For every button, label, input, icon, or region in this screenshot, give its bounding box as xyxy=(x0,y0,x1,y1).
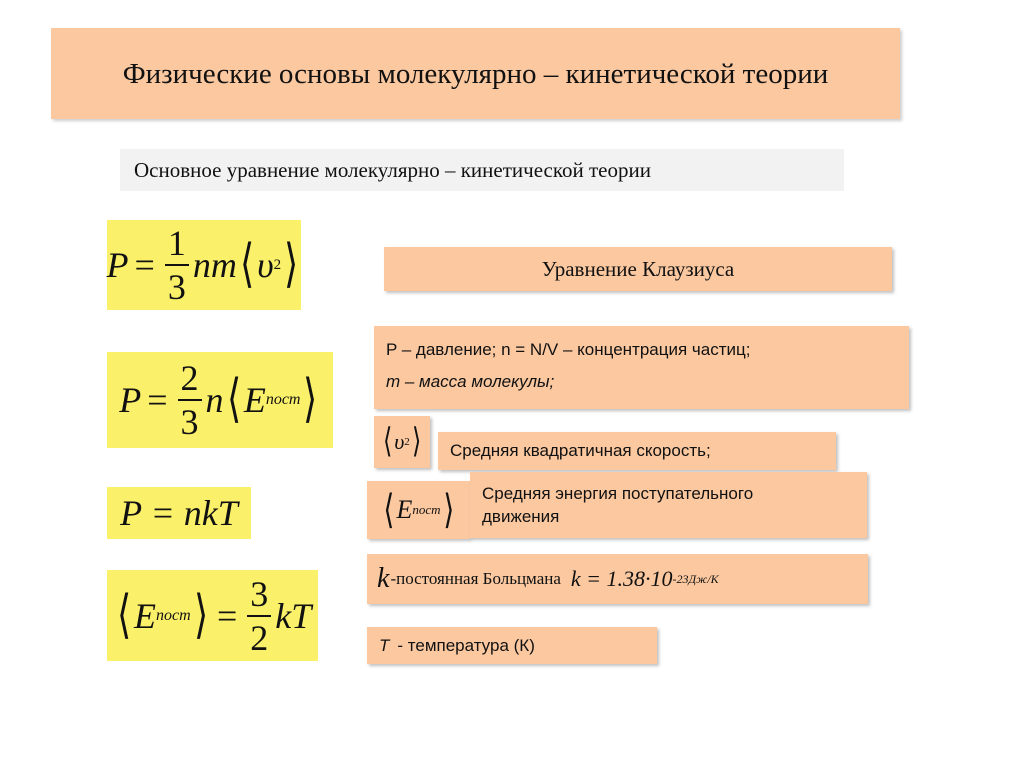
formula2-energy: E xyxy=(243,380,266,420)
formula1-denominator: 3 xyxy=(167,267,186,307)
formula2-fraction xyxy=(178,360,202,440)
formula1-left-angle: ⟨ xyxy=(239,236,255,293)
slide-title xyxy=(51,28,900,119)
formula4-eq: = xyxy=(216,595,238,636)
boltzmann-value: k = 1.38·10 xyxy=(570,566,673,591)
e-subscript: пост xyxy=(412,502,441,517)
formula1-fraction-bar xyxy=(165,264,189,266)
formula4-fraction xyxy=(247,573,271,658)
boltzmann-k: k xyxy=(377,563,390,594)
formula1-numerator: 1 xyxy=(167,223,186,263)
formula4-right-angle: ⟩ xyxy=(193,586,208,644)
formula2-n: n xyxy=(205,380,224,420)
formula-pressure-nkt xyxy=(107,487,251,539)
formula2-left-angle: ⟨ xyxy=(226,371,241,428)
formula2-eq: = xyxy=(147,380,168,420)
formula1-right-angle: ⟩ xyxy=(284,236,299,293)
v2-var: υ xyxy=(394,429,405,454)
energy-definition-line1: Средняя энергия поступательного xyxy=(482,484,754,503)
boltzmann-power: -23 xyxy=(672,571,689,586)
formula4-subscript: пост xyxy=(156,606,191,624)
formula4-left-angle: ⟨ xyxy=(116,586,131,644)
speed-definition: Средняя квадратичная скорость; xyxy=(450,441,711,460)
formula2-fraction-bar xyxy=(178,399,202,401)
slide-subtitle xyxy=(120,149,844,191)
clausius-label-box xyxy=(384,247,892,291)
formula1-eq: = xyxy=(134,245,155,285)
formula-energy-kt xyxy=(107,570,318,661)
formula1-fraction xyxy=(165,225,189,305)
v2-right-angle: ⟩ xyxy=(411,423,422,460)
formula1-nm: nm xyxy=(192,245,237,285)
clausius-label: Уравнение Клаузиуса xyxy=(541,256,735,281)
temperature-symbol: T xyxy=(379,635,390,655)
boltzmann-box xyxy=(367,554,868,604)
v2-left-angle: ⟨ xyxy=(382,423,393,460)
v2-power: 2 xyxy=(404,436,410,448)
e-left-angle: ⟨ xyxy=(383,487,395,532)
formula4-fraction-bar xyxy=(247,615,271,617)
e-var: E xyxy=(396,495,413,524)
boltzmann-unit: Дж/К xyxy=(688,571,719,586)
definitions-box xyxy=(374,326,909,409)
velocity-squared-symbol xyxy=(374,416,430,468)
boltzmann-label: -постоянная Больцмана xyxy=(390,569,561,588)
formula2-denominator: 3 xyxy=(180,402,199,442)
formula1-velocity: υ xyxy=(257,245,274,285)
formula2-numerator: 2 xyxy=(180,358,199,398)
formula4-energy: E xyxy=(134,595,157,636)
speed-definition-box xyxy=(438,432,836,470)
temperature-box xyxy=(367,627,657,664)
formula1-power: 2 xyxy=(273,256,282,273)
formula3-text: P = nkT xyxy=(120,493,238,533)
energy-definition-box xyxy=(470,472,867,538)
temperature-text: - температура (К) xyxy=(397,635,535,655)
energy-definition-line2: движения xyxy=(482,507,560,526)
formula2-lhs: P xyxy=(119,380,142,420)
formula-pressure-velocity xyxy=(107,220,301,310)
formula4-rhs: kT xyxy=(275,595,312,636)
formula4-numerator: 3 xyxy=(250,573,269,614)
definition-mass: m – масса молекулы; xyxy=(386,372,555,391)
formula2-right-angle: ⟩ xyxy=(303,371,318,428)
formula-pressure-energy xyxy=(107,352,333,448)
definition-pressure-concentration: P – давление; n = N/V – концентрация частиц; xyxy=(386,340,751,359)
slide-subtitle-text: Основное уравнение молекулярно – кинетической теории xyxy=(134,157,651,182)
slide-title-text: Физические основы молекулярно – кинетической теории xyxy=(122,57,829,90)
formula4-denominator: 2 xyxy=(250,617,269,658)
energy-symbol xyxy=(367,481,470,539)
formula2-subscript: пост xyxy=(265,391,301,408)
e-right-angle: ⟩ xyxy=(442,487,454,532)
formula1-lhs: P xyxy=(106,245,129,285)
